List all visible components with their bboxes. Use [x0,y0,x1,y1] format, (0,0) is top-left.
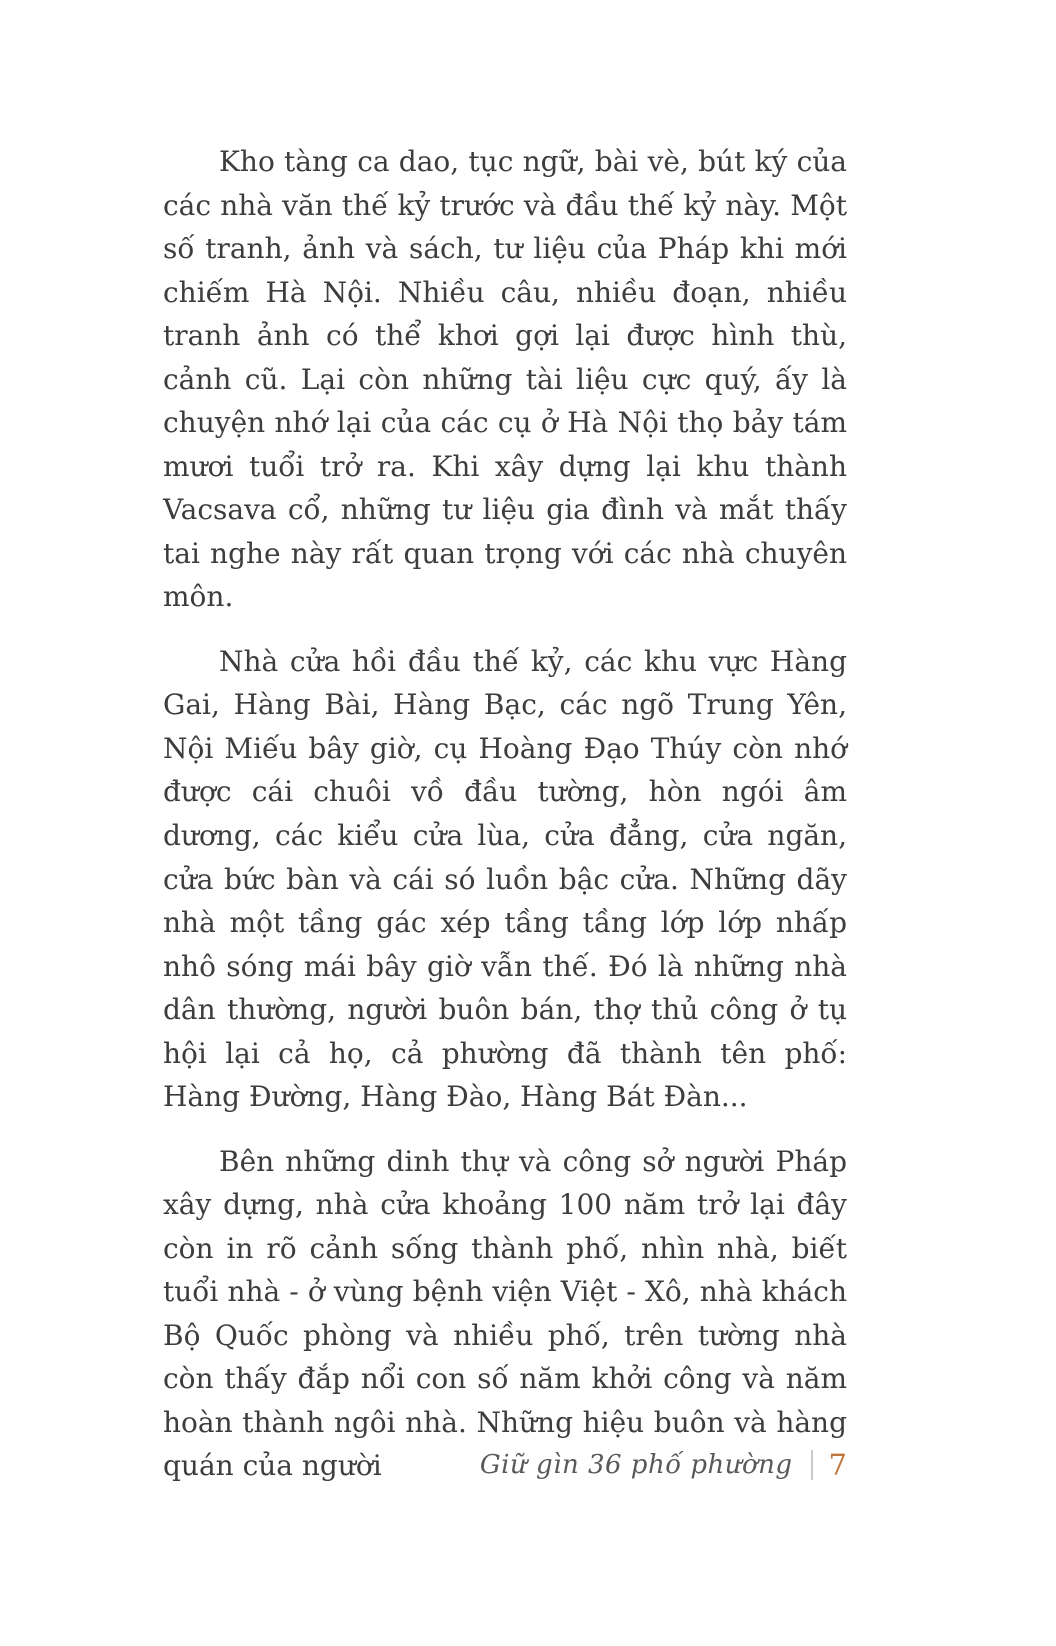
page-body-text [163,140,847,1509]
footer-divider [811,1450,813,1480]
paragraph: Kho tàng ca dao, tục ngữ, bài vè, bút ký của các nhà văn thế kỷ trước và đầu thế kỷ này. Một số tranh, ảnh và sách, tư liệu của Pháp khi mới chiếm Hà Nội. Nhiều câu, nhiều đoạn, nhiều tranh ảnh có thể khơi gợi lại được hình thù, cảnh cũ. Lại còn những tài liệu cực quý, ấy là chuyện nhớ lại của các cụ ở Hà Nội thọ bảy tám mươi tuổi trở ra. Khi xây dựng lại khu thành Vacsava cổ, những tư liệu gia đình và mắt thấy tai nghe này rất quan trọng với các nhà chuyên môn. [163,145,847,614]
footer-page-number: 7 [828,1448,847,1482]
page-footer [163,1448,847,1482]
paragraph: Nhà cửa hồi đầu thế kỷ, các khu vực Hàng Gai, Hàng Bài, Hàng Bạc, các ngõ Trung Yên, Nội Miếu bây giờ, cụ Hoàng Đạo Thúy còn nhớ được cái chuôi vồ đầu tường, hòn ngói âm dương, các kiểu cửa lùa, cửa đẳng, cửa ngăn, cửa bức bàn và cái só luồn bậc cửa. Những dãy nhà một tầng gác xép tầng tầng lớp lớp nhấp nhô sóng mái bây giờ vẫn thế. Đó là những nhà dân thường, người buôn bán, thợ thủ công ở tụ hội lại cả họ, cả phường đã thành tên phố: Hàng Đường, Hàng Đào, Hàng Bát Đàn... [163,644,847,1114]
paragraph: Bên những dinh thự và công sở người Pháp xây dựng, nhà cửa khoảng 100 năm trở lại đây còn in rõ cảnh sống thành phố, nhìn nhà, biết tuổi nhà - ở vùng bệnh viện Việt - Xô, nhà khách Bộ Quốc phòng và nhiều phố, trên tường nhà còn thấy đắp nổi con số năm khởi công và năm hoàn thành ngôi nhà. Những hiệu buôn và hàng quán của người [163,1144,847,1483]
footer-book-title: Giữ gìn 36 phố phường [479,1450,793,1480]
